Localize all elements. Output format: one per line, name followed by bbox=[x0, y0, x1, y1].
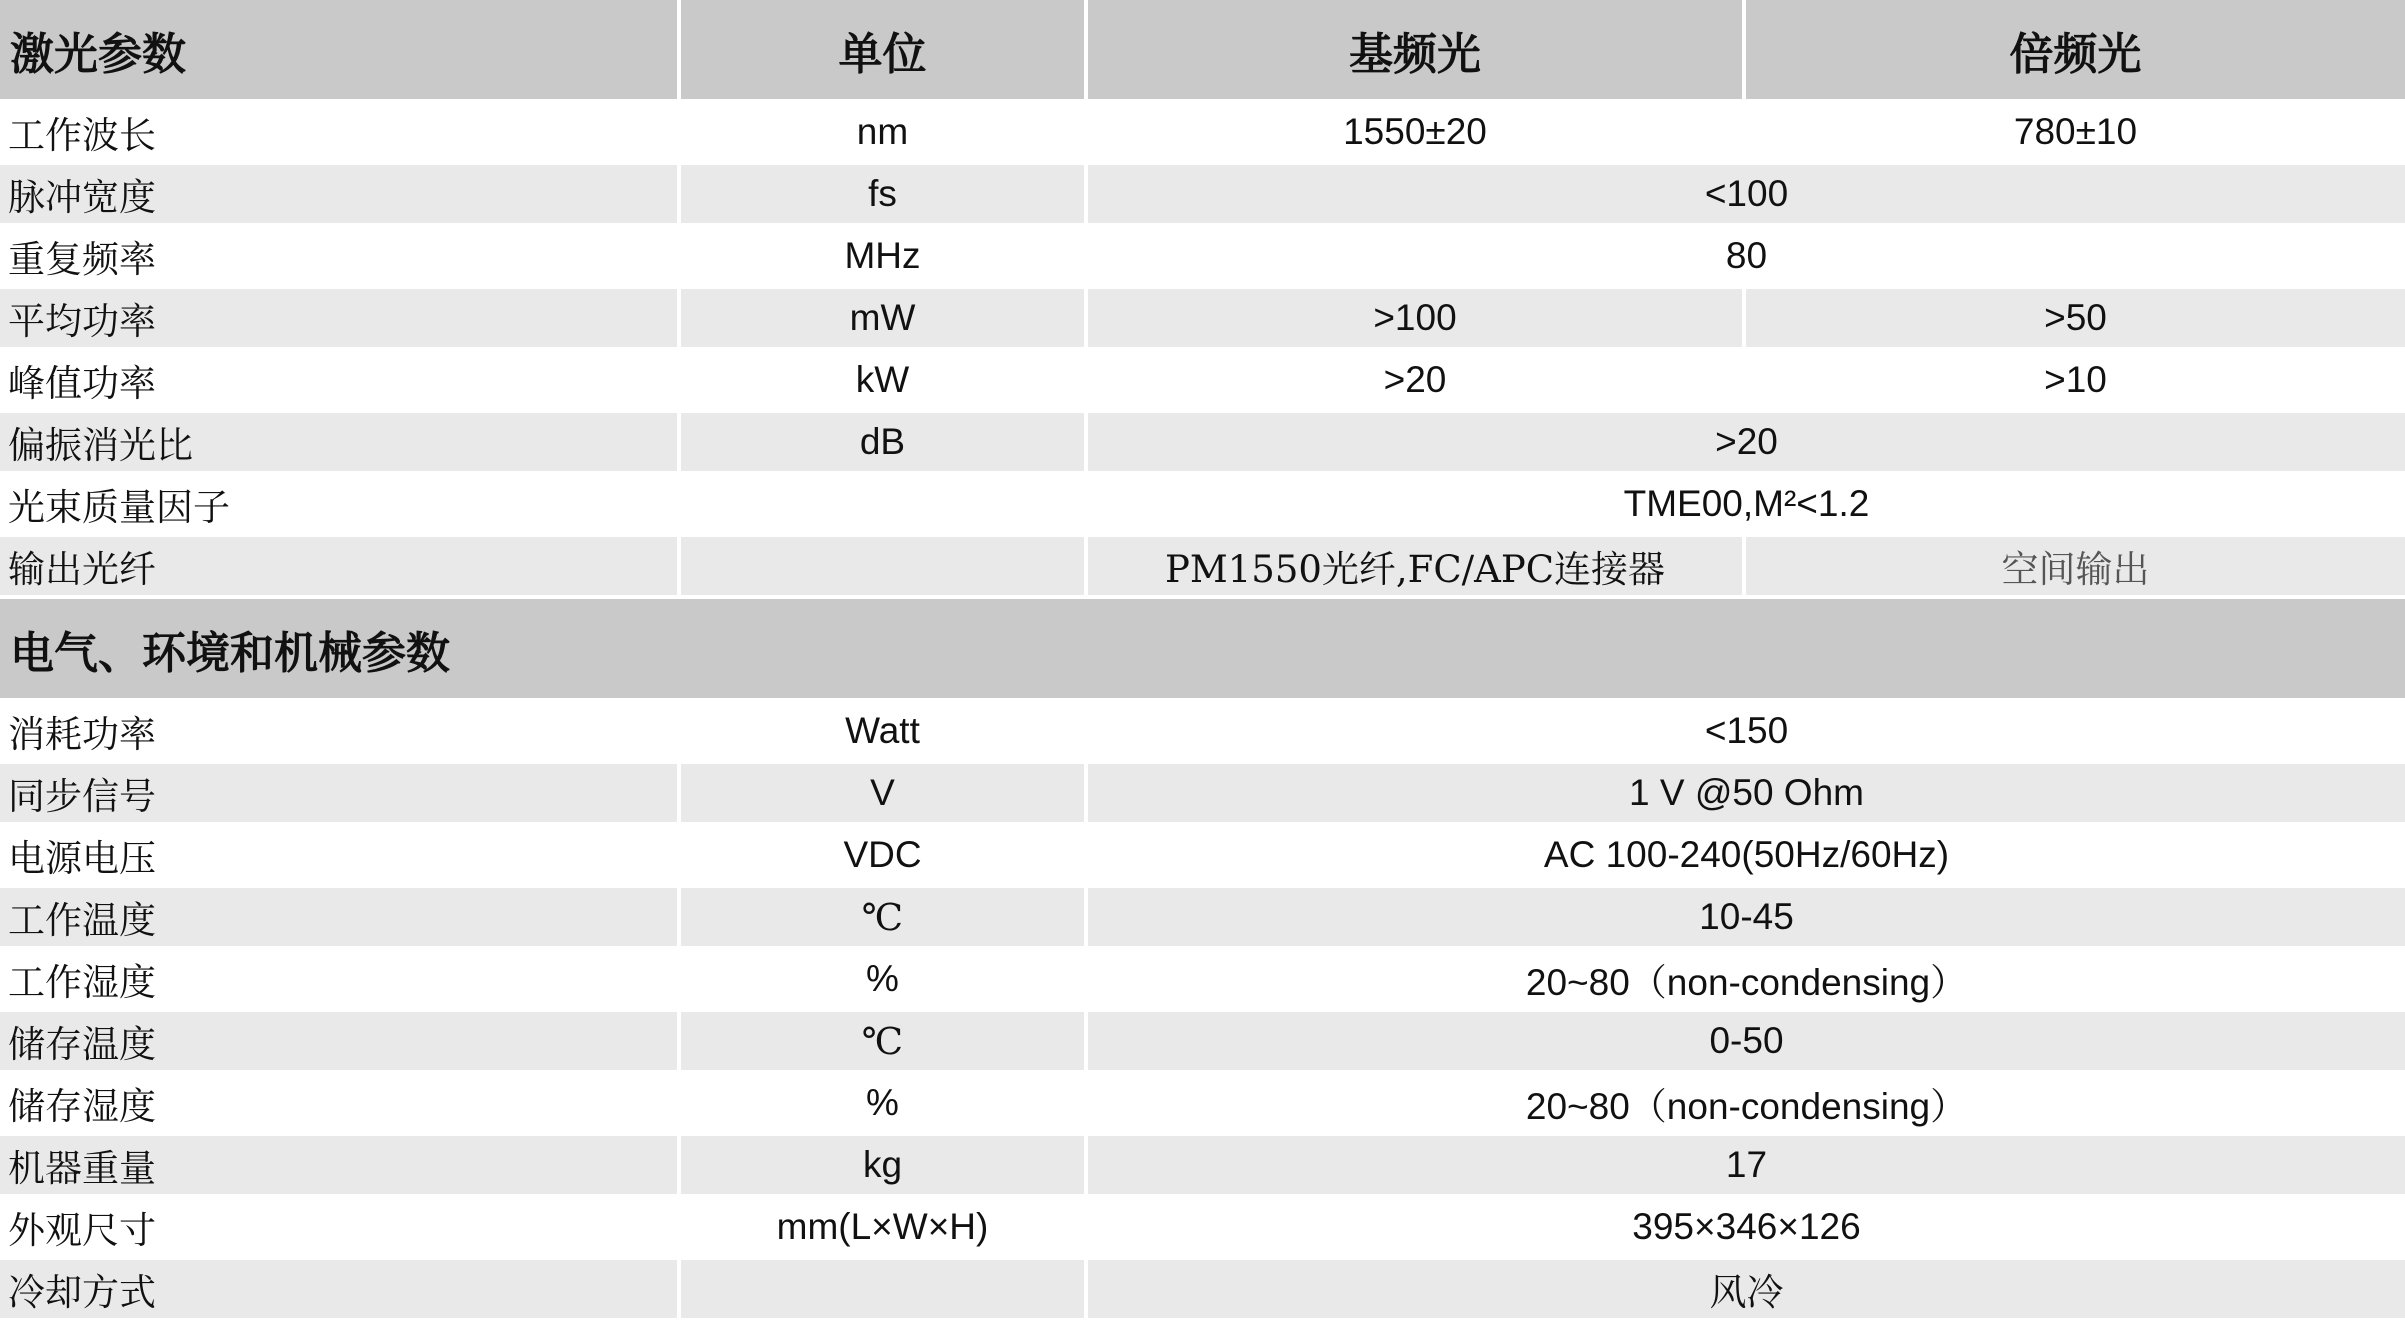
row-label: 消耗功率 bbox=[0, 702, 681, 764]
row-value: 80 bbox=[1088, 227, 2405, 289]
table-row bbox=[0, 1260, 2405, 1322]
row-value: 20~80（non-condensing） bbox=[1088, 950, 2405, 1012]
row-label: 重复频率 bbox=[0, 227, 681, 289]
row-label: 工作波长 bbox=[0, 103, 681, 165]
row-value: TME00,M²<1.2 bbox=[1088, 475, 2405, 537]
row-unit: nm bbox=[681, 103, 1088, 165]
table-row bbox=[0, 475, 2405, 537]
env-params-header-row bbox=[0, 599, 2405, 702]
table-row bbox=[0, 165, 2405, 227]
row-unit: % bbox=[681, 950, 1088, 1012]
row-label: 工作温度 bbox=[0, 888, 681, 950]
row-label: 平均功率 bbox=[0, 289, 681, 351]
row-unit: dB bbox=[681, 413, 1088, 475]
header-fundamental: 基频光 bbox=[1088, 0, 1746, 103]
row-label: 储存湿度 bbox=[0, 1074, 681, 1136]
row-unit: V bbox=[681, 764, 1088, 826]
table-row bbox=[0, 1136, 2405, 1198]
row-label: 机器重量 bbox=[0, 1136, 681, 1198]
row-unit: ℃ bbox=[681, 1012, 1088, 1074]
row-value: 10-45 bbox=[1088, 888, 2405, 950]
row-unit: mW bbox=[681, 289, 1088, 351]
section-title: 电气、环境和机械参数 bbox=[0, 599, 2405, 702]
table-row bbox=[0, 103, 2405, 165]
header-unit: 单位 bbox=[681, 0, 1088, 103]
row-label: 峰值功率 bbox=[0, 351, 681, 413]
header-param: 激光参数 bbox=[0, 0, 681, 103]
row-doubled: >50 bbox=[1746, 289, 2405, 351]
table-row bbox=[0, 1012, 2405, 1074]
row-value: AC 100-240(50Hz/60Hz) bbox=[1088, 826, 2405, 888]
row-fundamental: PM1550光纤,FC/APC连接器 bbox=[1088, 537, 1746, 599]
row-doubled: 空间输出 bbox=[1746, 537, 2405, 599]
row-label: 外观尺寸 bbox=[0, 1198, 681, 1260]
row-value: 17 bbox=[1088, 1136, 2405, 1198]
row-value: 风冷 bbox=[1088, 1260, 2405, 1322]
row-label: 脉冲宽度 bbox=[0, 165, 681, 227]
table-row bbox=[0, 413, 2405, 475]
laser-params-header-row bbox=[0, 0, 2405, 103]
header-doubled: 倍频光 bbox=[1746, 0, 2405, 103]
table-row bbox=[0, 289, 2405, 351]
row-unit bbox=[681, 475, 1088, 537]
row-unit bbox=[681, 537, 1088, 599]
row-fundamental: 1550±20 bbox=[1088, 103, 1746, 165]
row-fundamental: >20 bbox=[1088, 351, 1746, 413]
row-value: 1 V @50 Ohm bbox=[1088, 764, 2405, 826]
table-row bbox=[0, 537, 2405, 599]
table-row bbox=[0, 702, 2405, 764]
table-row bbox=[0, 1198, 2405, 1260]
row-doubled: 780±10 bbox=[1746, 103, 2405, 165]
row-unit: MHz bbox=[681, 227, 1088, 289]
row-value: 0-50 bbox=[1088, 1012, 2405, 1074]
table-row bbox=[0, 764, 2405, 826]
row-value: 395×346×126 bbox=[1088, 1198, 2405, 1260]
table-row bbox=[0, 227, 2405, 289]
table-row bbox=[0, 351, 2405, 413]
row-doubled: >10 bbox=[1746, 351, 2405, 413]
row-label: 偏振消光比 bbox=[0, 413, 681, 475]
table-row bbox=[0, 826, 2405, 888]
row-label: 输出光纤 bbox=[0, 537, 681, 599]
row-value: >20 bbox=[1088, 413, 2405, 475]
row-label: 电源电压 bbox=[0, 826, 681, 888]
row-unit: fs bbox=[681, 165, 1088, 227]
table-row bbox=[0, 1074, 2405, 1136]
row-unit bbox=[681, 1260, 1088, 1322]
row-label: 工作湿度 bbox=[0, 950, 681, 1012]
row-unit: kg bbox=[681, 1136, 1088, 1198]
row-label: 同步信号 bbox=[0, 764, 681, 826]
row-value: 20~80（non-condensing） bbox=[1088, 1074, 2405, 1136]
row-value: <150 bbox=[1088, 702, 2405, 764]
row-unit: VDC bbox=[681, 826, 1088, 888]
row-unit: mm(L×W×H) bbox=[681, 1198, 1088, 1260]
row-label: 储存温度 bbox=[0, 1012, 681, 1074]
row-unit: kW bbox=[681, 351, 1088, 413]
row-unit: ℃ bbox=[681, 888, 1088, 950]
row-label: 冷却方式 bbox=[0, 1260, 681, 1322]
table-row bbox=[0, 950, 2405, 1012]
row-unit: Watt bbox=[681, 702, 1088, 764]
row-value: <100 bbox=[1088, 165, 2405, 227]
table-row bbox=[0, 888, 2405, 950]
row-label: 光束质量因子 bbox=[0, 475, 681, 537]
row-fundamental: >100 bbox=[1088, 289, 1746, 351]
row-unit: % bbox=[681, 1074, 1088, 1136]
